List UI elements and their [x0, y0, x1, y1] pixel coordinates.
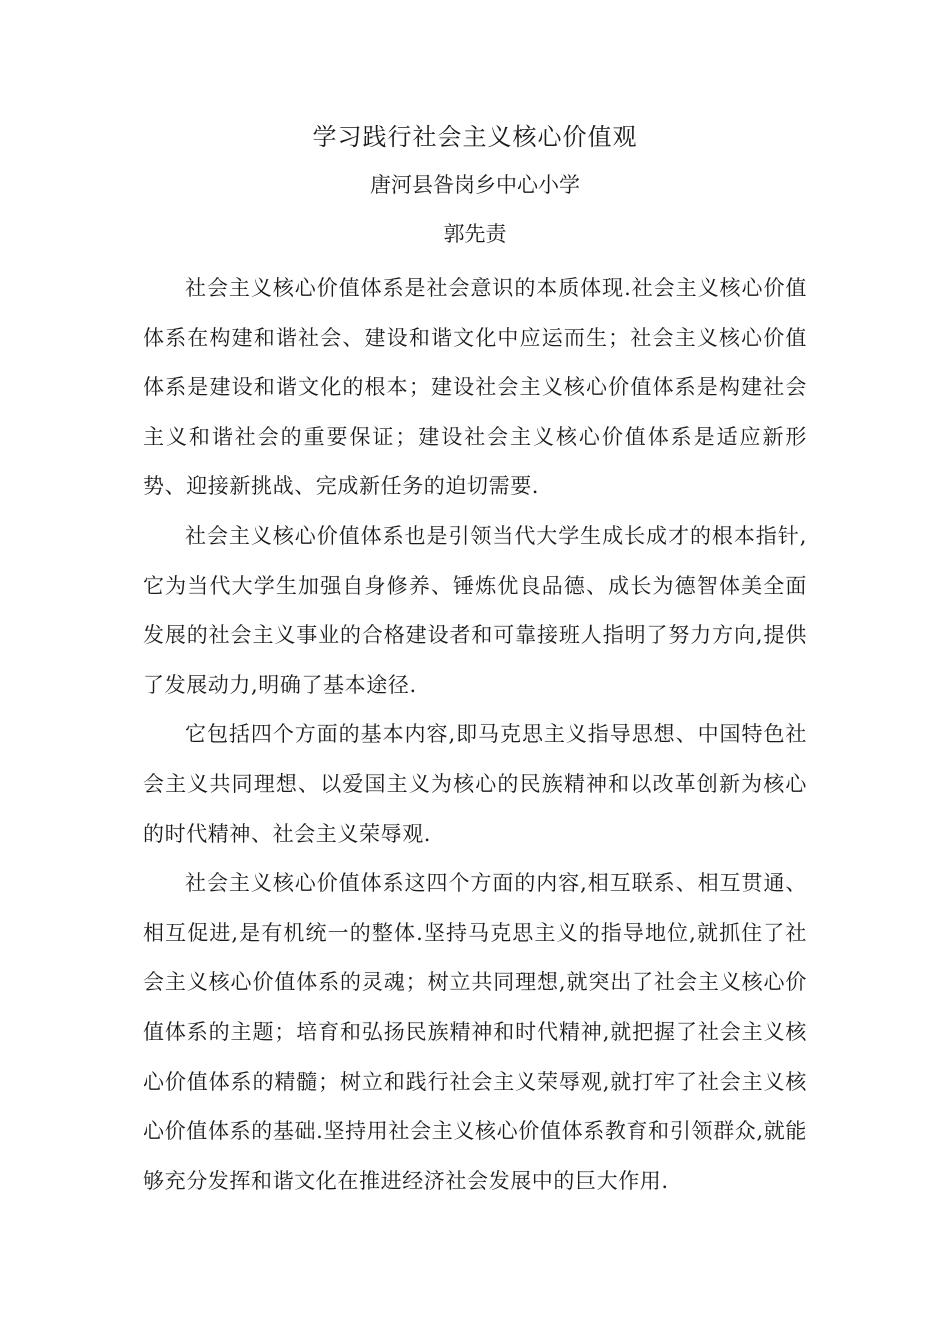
document-page	[143, 112, 807, 1206]
school-name: 唐河县昝岗乡中心小学	[370, 173, 580, 197]
author-name: 郭先责	[443, 222, 507, 246]
paragraph: 社会主义核心价值体系这四个方面的内容,相互联系、相互贯通、相互促进,是有机统一的整体.坚持马克思主义的指导地位,就抓住了社会主义核心价值体系的灵魂；树立共同理想,就突出了社会主义核心价值体系的主题；培育和弘扬民族精神和时代精神,就把握了社会主义核心价值体系的精髓；树立和践行社会主义荣辱观,就打牢了社会主义核心价值体系的基础.坚持用社会主义核心价值体系教育和引领群众,就能够充分发挥和谐文化在推进经济社会发展中的巨大作用.	[143, 871, 807, 1193]
paragraph: 社会主义核心价值体系是社会意识的本质体现.社会主义核心价值体系在构建和谐社会、建设和谐文化中应运而生；社会主义核心价值体系是建设和谐文化的根本；建设社会主义核心价值体系是构建社会主义和谐社会的重要保证；建设社会主义核心价值体系是适应新形势、迎接新挑战、完成新任务的迫切需要.	[143, 276, 807, 499]
paragraph: 社会主义核心价值体系也是引领当代大学生成长成才的根本指针,它为当代大学生加强自身修养、锤炼优良品德、成长为德智体美全面发展的社会主义事业的合格建设者和可靠接班人指明了努力方向,提供了发展动力,明确了基本途径.	[143, 523, 807, 697]
paragraph: 它包括四个方面的基本内容,即马克思主义指导思想、中国特色社会主义共同理想、以爱国主义为核心的民族精神和以改革创新为核心的时代精神、社会主义荣辱观.	[143, 722, 807, 846]
document-title: 学习践行社会主义核心价值观	[312, 123, 638, 151]
